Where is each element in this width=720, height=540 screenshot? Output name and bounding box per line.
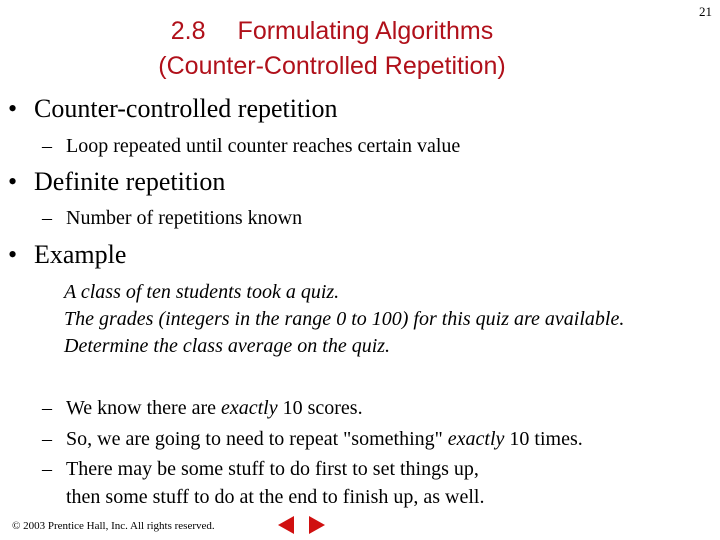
note-setup-finish (42, 457, 479, 481)
note-text: We know there are (66, 397, 221, 419)
slide-title (0, 14, 664, 84)
bullet-dot: • (8, 167, 18, 196)
bullet-definite (8, 166, 225, 198)
bullet-dot: • (8, 240, 18, 269)
bullet-text: Definite repetition (34, 167, 226, 196)
right-arrow-icon (305, 514, 329, 536)
note-text: 10 times. (504, 428, 583, 450)
example-line: The grades (integers in the range 0 to 100) for this quiz are available. (64, 308, 625, 330)
sub-bullet-text: Loop repeated until counter reaches certain value (66, 135, 461, 157)
title-text: Formulating Algorithms (237, 17, 494, 45)
title-line-1 (0, 14, 664, 49)
copyright-icon: © (12, 520, 21, 532)
sub-bullet-known (42, 206, 302, 230)
note-repeat-10-times (42, 427, 583, 451)
emphasis: exactly (447, 428, 505, 450)
note-text: There may be some stuff to do first to set things up, (66, 458, 479, 480)
dash: – (42, 135, 52, 157)
previous-slide-button[interactable] (274, 514, 298, 536)
copyright-text: 2003 Prentice Hall, Inc. All rights reserved. (23, 520, 215, 532)
section-number: 2.8 (170, 17, 206, 45)
example-line: A class of ten students took a quiz. (64, 281, 340, 303)
page-number: 21 (699, 4, 712, 19)
left-arrow-icon (274, 514, 298, 536)
dash: – (42, 428, 52, 450)
copyright-footer (12, 520, 215, 532)
dash: – (42, 207, 52, 229)
title-line-2: (Counter-Controlled Repetition) (158, 52, 506, 80)
bullet-counter-controlled (8, 93, 337, 125)
note-text: 10 scores. (277, 397, 363, 419)
sub-bullet-text: Number of repetitions known (66, 207, 303, 229)
dash: – (42, 397, 52, 419)
bullet-text: Counter-controlled repetition (34, 94, 338, 123)
note-text: So, we are going to need to repeat "something" (66, 428, 448, 450)
note-exactly-10-scores (42, 396, 363, 420)
next-slide-button[interactable] (305, 514, 329, 536)
example-line: Determine the class average on the quiz. (64, 335, 391, 357)
bullet-example (8, 239, 126, 271)
sub-bullet-loop (42, 134, 460, 158)
emphasis: exactly (220, 397, 278, 419)
note-text: then some stuff to do at the end to finish up, as well. (66, 486, 485, 508)
note-setup-finish-cont (66, 485, 484, 509)
bullet-text: Example (34, 240, 127, 269)
example-problem (64, 279, 624, 360)
dash: – (42, 458, 52, 480)
bullet-dot: • (8, 94, 18, 123)
